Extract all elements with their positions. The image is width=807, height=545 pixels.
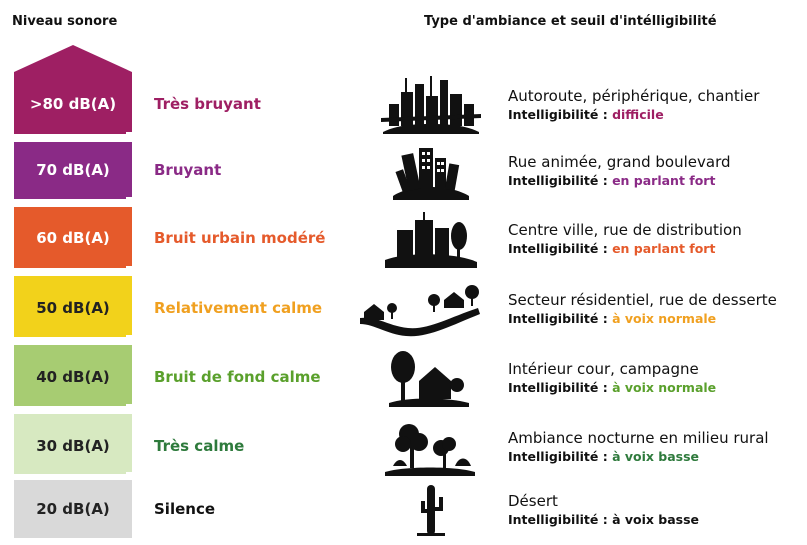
intelligibility-line	[508, 173, 715, 188]
ambiance-row	[0, 347, 807, 407]
ambiance-name: Relativement calme	[154, 299, 323, 317]
ambiance-description: Ambiance nocturne en milieu rural	[508, 429, 769, 447]
countryside-house-icon	[375, 347, 487, 413]
intelligibility-label: Intelligibilité :	[508, 311, 608, 326]
intelligibility-value: à voix basse	[612, 449, 700, 464]
level-label: 30 dB(A)	[36, 437, 110, 455]
level-label: 20 dB(A)	[36, 500, 110, 518]
rural-trees-icon	[375, 416, 487, 482]
ambiance-row	[0, 479, 807, 539]
ambiance-description: Désert	[508, 492, 558, 510]
intelligibility-value: à voix basse	[612, 512, 700, 527]
intelligibility-label: Intelligibilité :	[508, 173, 608, 188]
intelligibility-line	[508, 449, 699, 464]
level-column-header: Niveau sonore	[12, 14, 118, 29]
city-buildings-icon	[375, 140, 487, 206]
intelligibility-label: Intelligibilité :	[508, 241, 608, 256]
intelligibility-line	[508, 241, 715, 256]
level-label: 60 dB(A)	[36, 229, 110, 247]
intelligibility-line	[508, 380, 716, 395]
intelligibility-value: en parlant fort	[612, 241, 716, 256]
cactus-icon	[375, 479, 487, 545]
ambiance-row	[0, 74, 807, 134]
level-label: 40 dB(A)	[36, 368, 110, 386]
intelligibility-value: difficile	[612, 107, 664, 122]
ambiance-description: Secteur résidentiel, rue de desserte	[508, 291, 777, 309]
ambiance-name: Silence	[154, 500, 216, 518]
intelligibility-label: Intelligibilité :	[508, 107, 608, 122]
ambiance-name: Bruit urbain modéré	[154, 229, 326, 247]
intelligibility-line	[508, 311, 716, 326]
ambiance-name: Très calme	[154, 437, 245, 455]
ambiance-column-header: Type d'ambiance et seuil d'intélligibilité	[424, 14, 717, 29]
level-label: 70 dB(A)	[36, 161, 110, 179]
ambiance-row	[0, 140, 807, 200]
ambiance-name: Bruyant	[154, 161, 222, 179]
town-center-icon	[375, 208, 487, 274]
ambiance-row	[0, 208, 807, 268]
intelligibility-label: Intelligibilité :	[508, 512, 608, 527]
intelligibility-value: à voix normale	[612, 311, 717, 326]
intelligibility-label: Intelligibilité :	[508, 449, 608, 464]
ambiance-description: Intérieur cour, campagne	[508, 360, 699, 378]
ambiance-name: Très bruyant	[154, 95, 261, 113]
ambiance-description: Autoroute, périphérique, chantier	[508, 87, 760, 105]
intelligibility-value: à voix normale	[612, 380, 717, 395]
ambiance-row	[0, 416, 807, 476]
residential-icon	[358, 278, 470, 344]
highway-city-icon	[375, 74, 487, 140]
ambiance-name: Bruit de fond calme	[154, 368, 321, 386]
ambiance-description: Rue animée, grand boulevard	[508, 153, 731, 171]
intelligibility-line	[508, 107, 664, 122]
intelligibility-value: en parlant fort	[612, 173, 716, 188]
level-label: >80 dB(A)	[29, 95, 117, 113]
ambiance-description: Centre ville, rue de distribution	[508, 221, 742, 239]
intelligibility-label: Intelligibilité :	[508, 380, 608, 395]
intelligibility-line	[508, 512, 699, 527]
ambiance-row	[0, 278, 807, 338]
level-label: 50 dB(A)	[36, 299, 110, 317]
